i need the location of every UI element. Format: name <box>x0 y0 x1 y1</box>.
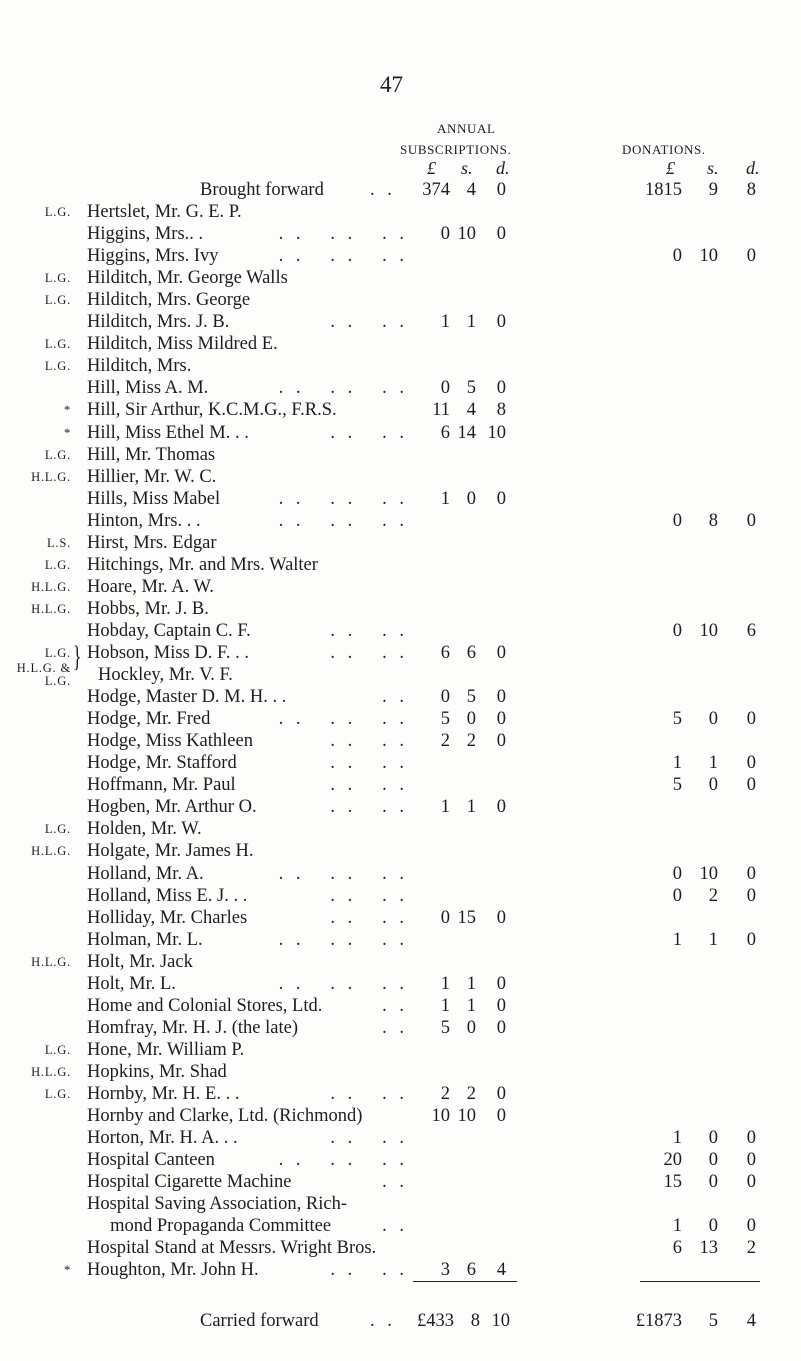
entry-name: Hirst, Mrs. Edgar <box>87 532 217 553</box>
table-row <box>0 1193 801 1215</box>
table-row <box>0 885 801 907</box>
don-pence: 0 <box>746 863 756 884</box>
don-pounds: 6 <box>672 1238 682 1259</box>
sub-pence: 8 <box>496 400 506 421</box>
sub-pounds: 1 <box>440 973 450 994</box>
sub-shillings: 6 <box>466 643 476 663</box>
table-row <box>0 333 801 355</box>
don-pounds: 1 <box>672 753 682 774</box>
entry-name: Hornby and Clarke, Ltd. (Richmond) <box>87 1106 363 1127</box>
sub-pounds: 1 <box>440 488 450 509</box>
sub-shillings: 5 <box>466 687 476 708</box>
don-shillings: 2 <box>708 885 718 906</box>
sub-pounds: 1 <box>440 312 450 333</box>
sub-pounds: 0 <box>440 687 450 708</box>
sub-shillings: 5 <box>466 378 476 399</box>
table-row <box>0 1105 801 1127</box>
don-shillings: 10 <box>699 620 718 641</box>
table-row <box>0 598 801 620</box>
sub-shillings: 1 <box>466 995 476 1016</box>
leader-dots: . . . . . . <box>278 246 408 267</box>
sub-pounds: 0 <box>440 378 450 399</box>
entry-name: Holt, Mr. L. <box>87 973 176 994</box>
sub-pounds: 11 <box>432 400 450 421</box>
membership-tag: L.S. <box>46 535 71 550</box>
don-pence: 0 <box>746 753 756 774</box>
table-row <box>0 730 801 752</box>
don-pounds: 5 <box>672 709 682 730</box>
don-pounds: 5 <box>672 775 682 796</box>
sub-pence: 0 <box>496 687 506 708</box>
entry-name: Holgate, Mr. James H. <box>87 841 254 862</box>
membership-tag: * <box>63 403 71 418</box>
leader-dots: . . . . . . <box>278 488 408 509</box>
sub-pence-unit: d. <box>496 158 510 178</box>
leader-dots: . . . . . . <box>278 863 408 884</box>
bf-sub-pence: 0 <box>496 180 506 200</box>
sub-shillings-unit: s. <box>461 158 473 178</box>
sub-pence: 0 <box>496 1017 506 1038</box>
table-row <box>0 1237 801 1259</box>
leader-dots: . . . . <box>330 1084 408 1104</box>
sub-pence: 0 <box>496 378 506 399</box>
don-pounds: 15 <box>663 1172 682 1193</box>
entry-name: Home and Colonial Stores, Ltd. <box>87 995 323 1016</box>
table-row <box>0 951 801 973</box>
sub-pounds: 2 <box>440 731 450 752</box>
don-shillings: 0 <box>708 1216 718 1237</box>
sub-shillings: 10 <box>457 224 476 245</box>
don-pounds: 1 <box>672 929 682 950</box>
table-row <box>0 1171 801 1193</box>
don-pounds: 20 <box>663 1150 682 1171</box>
leader-dots: . . . . . . <box>278 1150 408 1171</box>
entry-name: Hone, Mr. William P. <box>87 1039 245 1060</box>
don-pence: 0 <box>746 709 756 730</box>
entry-name: Hitchings, Mr. and Mrs. Walter <box>87 554 318 575</box>
cf-don-shillings: 5 <box>708 1311 718 1331</box>
don-shillings: 1 <box>708 929 718 950</box>
leader-dots: . . <box>382 1216 408 1237</box>
entry-name: Hilditch, Miss Mildred E. <box>87 334 278 355</box>
table-row <box>0 774 801 796</box>
don-shillings: 0 <box>708 1172 718 1193</box>
sub-pence: 0 <box>496 995 506 1016</box>
don-pounds: 0 <box>672 510 682 531</box>
don-pounds: 0 <box>672 885 682 906</box>
table-row <box>0 1127 801 1149</box>
don-pence: 2 <box>746 1238 756 1259</box>
bf-don-pence: 8 <box>746 180 756 200</box>
entry-name: Hertslet, Mr. G. E. P. <box>87 202 242 222</box>
entry-name: Hospital Saving Association, Rich- <box>87 1194 348 1215</box>
page-number: 47 <box>380 72 403 97</box>
don-pence: 0 <box>746 1216 756 1237</box>
entry-name: Hobbs, Mr. J. B. <box>87 598 209 619</box>
sub-shillings: 1 <box>466 797 476 818</box>
sub-pounds: 6 <box>440 643 450 663</box>
membership-tag: L.G. <box>44 646 71 660</box>
don-pounds: 0 <box>672 246 682 267</box>
don-pounds-unit: £ <box>666 158 675 178</box>
sub-pence: 0 <box>496 709 506 730</box>
bf-sub-pounds: 374 <box>422 180 450 200</box>
sub-shillings: 0 <box>466 1017 476 1038</box>
bf-sub-shillings: 4 <box>466 180 476 200</box>
entry-name: Hoffmann, Mr. Paul <box>87 775 236 796</box>
don-pence: 0 <box>746 246 756 267</box>
sub-shillings: 0 <box>466 709 476 730</box>
leader-dots: . . . . <box>330 1260 408 1281</box>
membership-tag: L.G. <box>44 359 71 374</box>
sub-pence: 0 <box>496 973 506 994</box>
entry-name: Hoare, Mr. A. W. <box>87 576 214 597</box>
sub-pounds: 10 <box>431 1106 450 1127</box>
entry-name: Hilditch, Mrs. George <box>87 290 251 311</box>
sub-shillings: 15 <box>457 907 476 928</box>
sub-pounds: 5 <box>440 1017 450 1038</box>
table-row <box>0 267 801 289</box>
don-pence: 0 <box>746 1128 756 1149</box>
membership-tag: * <box>63 425 71 440</box>
brought-forward-dots: . . <box>370 180 396 200</box>
table-row <box>0 488 801 510</box>
entry-name: Houghton, Mr. John H. <box>87 1260 259 1281</box>
table-row <box>0 1149 801 1171</box>
sub-pence: 4 <box>496 1260 506 1281</box>
don-pence: 0 <box>746 775 756 796</box>
table-row <box>0 1039 801 1061</box>
sub-pence: 0 <box>496 797 506 818</box>
table-row <box>0 289 801 311</box>
leader-dots: . . . . <box>330 620 408 641</box>
table-row <box>0 818 801 840</box>
leader-dots: . . . . . . <box>278 224 408 245</box>
membership-tag: H.L.G. <box>31 601 71 616</box>
membership-tag: H.L.G. <box>31 954 71 969</box>
table-row <box>0 422 801 444</box>
entry-name: Hornby, Mr. H. E. . . <box>87 1084 240 1104</box>
membership-tag: L.G. <box>44 271 71 286</box>
entry-name: Higgins, Mrs. Ivy <box>87 246 219 267</box>
table-row <box>0 708 801 730</box>
table-row <box>0 863 801 885</box>
table-row <box>0 444 801 466</box>
table-row <box>0 201 801 223</box>
sub-pence: 0 <box>496 312 506 333</box>
leader-dots: . . . . <box>330 731 408 752</box>
don-shillings: 10 <box>699 863 718 884</box>
don-pence: 0 <box>746 885 756 906</box>
table-row <box>0 1259 801 1281</box>
cf-don-pounds: £1873 <box>635 1311 682 1331</box>
table-row <box>0 223 801 245</box>
table-row <box>0 1017 801 1039</box>
sub-shillings: 0 <box>466 488 476 509</box>
donations-total-rule <box>640 1281 760 1282</box>
don-pounds: 0 <box>672 620 682 641</box>
entry-name: Holliday, Mr. Charles <box>87 907 248 928</box>
cf-don-pence: 4 <box>746 1311 756 1331</box>
table-row <box>0 399 801 421</box>
leader-dots: . . <box>382 1172 408 1193</box>
leader-dots: . . <box>382 995 408 1016</box>
sub-pounds: 1 <box>440 995 450 1016</box>
entry-name: Hopkins, Mr. Shad <box>87 1061 227 1082</box>
sub-shillings: 2 <box>466 1084 476 1104</box>
leader-dots: . . . . <box>330 775 408 796</box>
membership-tag: L.G. <box>44 447 71 462</box>
don-pence: 0 <box>746 929 756 950</box>
leader-dots: . . . . . . <box>278 973 408 994</box>
sub-pounds: 2 <box>440 1084 450 1104</box>
entry-name: Holland, Miss E. J. . . <box>87 885 248 906</box>
entry-name: Higgins, Mrs.. . <box>87 224 204 245</box>
sub-pence: 0 <box>496 1084 506 1104</box>
entry-name: Hodge, Master D. M. H. . . <box>87 687 287 708</box>
cf-sub-shillings: 8 <box>470 1311 480 1331</box>
sub-pounds: 0 <box>440 907 450 928</box>
membership-tag: H.L.G. & L.G. <box>16 661 71 689</box>
don-pence: 0 <box>746 1172 756 1193</box>
leader-dots: . . . . <box>330 797 408 818</box>
table-row <box>0 929 801 951</box>
sub-shillings: 4 <box>466 400 476 421</box>
entry-name: Hodge, Mr. Fred <box>87 709 211 730</box>
entry-name: mond Propaganda Committee <box>87 1216 332 1237</box>
don-pounds: 1 <box>672 1216 682 1237</box>
don-pence: 6 <box>746 620 756 641</box>
sub-pounds-unit: £ <box>427 158 436 178</box>
membership-tag: L.G. <box>44 557 71 572</box>
don-pounds: 0 <box>672 863 682 884</box>
entry-name: Holman, Mr. L. <box>87 929 203 950</box>
sub-pence: 0 <box>496 907 506 928</box>
sub-shillings: 1 <box>466 312 476 333</box>
sub-pounds: 1 <box>440 797 450 818</box>
subscriptions-header: SUBSCRIPTIONS. <box>400 142 512 157</box>
don-shillings: 10 <box>699 246 718 267</box>
leader-dots: . . . . . . <box>278 378 408 399</box>
don-shillings: 8 <box>708 510 718 531</box>
don-shillings: 1 <box>708 753 718 774</box>
entry-name: Hillier, Mr. W. C. <box>87 466 217 487</box>
bf-don-shillings: 9 <box>708 180 718 200</box>
table-row <box>0 620 801 642</box>
entry-name: Hill, Sir Arthur, K.C.M.G., F.R.S. <box>87 400 337 421</box>
membership-tag: H.L.G. <box>31 1064 71 1079</box>
cf-sub-pence: 10 <box>491 1311 510 1331</box>
table-row <box>0 532 801 554</box>
sub-pounds: 6 <box>440 422 450 443</box>
don-pence-unit: d. <box>746 158 760 178</box>
entry-name: Hilditch, Mr. George Walls <box>87 268 288 289</box>
membership-tag: L.G. <box>44 1087 71 1101</box>
sub-pounds: 3 <box>440 1260 450 1281</box>
sub-pounds: 0 <box>440 224 450 245</box>
table-row <box>0 1061 801 1083</box>
bf-don-pounds: 1815 <box>645 180 682 200</box>
leader-dots: . . . . <box>330 753 408 774</box>
entry-name: Holden, Mr. W. <box>87 819 202 840</box>
sub-pence: 10 <box>487 422 506 443</box>
table-row <box>0 840 801 862</box>
annual-header: ANNUAL <box>437 121 496 136</box>
cf-sub-pounds: £433 <box>417 1311 454 1331</box>
table-row <box>0 796 801 818</box>
table-row <box>0 355 801 377</box>
table-row <box>0 510 801 532</box>
table-row <box>0 554 801 576</box>
entry-name: Hill, Miss A. M. <box>87 378 209 399</box>
entry-name: Holt, Mr. Jack <box>87 951 193 972</box>
leader-dots: . . . . <box>330 422 408 443</box>
sub-pence: 0 <box>496 731 506 752</box>
don-pounds: 1 <box>672 1128 682 1149</box>
sub-shillings: 2 <box>466 731 476 752</box>
entry-name: Hobday, Captain C. F. <box>87 620 251 641</box>
membership-tag: H.L.G. <box>31 469 71 484</box>
table-row <box>0 311 801 333</box>
brought-forward-row <box>0 179 801 201</box>
don-shillings: 13 <box>699 1238 718 1259</box>
entry-name: Hogben, Mr. Arthur O. <box>87 797 257 818</box>
sub-pence: 0 <box>496 643 506 663</box>
entry-name: Hobson, Miss D. F. . . <box>87 643 249 663</box>
entry-name: Hockley, Mr. V. F. <box>98 665 233 686</box>
leader-dots: . . . . . . <box>278 929 408 950</box>
leader-dots: . . . . . . <box>278 510 408 531</box>
entry-name: Hospital Cigarette Machine <box>87 1172 292 1193</box>
entry-name: Hinton, Mrs. . . <box>87 510 201 531</box>
don-pence: 0 <box>746 510 756 531</box>
table-row <box>0 973 801 995</box>
leader-dots: . . . . <box>330 1128 408 1149</box>
entry-name: Hills, Miss Mabel <box>87 488 221 509</box>
don-pence: 0 <box>746 1150 756 1171</box>
entry-name: Hodge, Miss Kathleen <box>87 731 253 752</box>
leader-dots: . . <box>382 1017 408 1038</box>
membership-tag: L.G. <box>44 205 71 219</box>
table-row <box>0 907 801 929</box>
sub-shillings: 6 <box>466 1260 476 1281</box>
table-row <box>0 576 801 598</box>
membership-tag: * <box>63 1263 71 1278</box>
entry-name: Hill, Miss Ethel M. . . <box>87 422 249 443</box>
table-row <box>0 1083 801 1105</box>
carried-forward-dots: . . <box>370 1311 396 1331</box>
leader-dots: . . . . <box>330 643 408 663</box>
sub-shillings: 14 <box>457 422 476 443</box>
entry-name: Horton, Mr. H. A. . . <box>87 1128 238 1149</box>
carried-forward-label: Carried forward <box>200 1311 319 1331</box>
sub-pence: 0 <box>496 224 506 245</box>
brace-glyph: } <box>72 640 82 673</box>
table-row <box>0 752 801 774</box>
table-row <box>0 686 801 708</box>
donations-header: DONATIONS. <box>622 142 706 157</box>
don-shillings: 0 <box>708 775 718 796</box>
sub-pence: 0 <box>496 1106 506 1127</box>
membership-tag: H.L.G. <box>31 579 71 594</box>
membership-tag: L.G. <box>44 293 71 308</box>
membership-tag: L.G. <box>44 1042 71 1057</box>
sub-pence: 0 <box>496 488 506 509</box>
don-shillings: 0 <box>708 1150 718 1171</box>
don-shillings: 0 <box>708 709 718 730</box>
leader-dots: . . . . . . <box>278 709 408 730</box>
leader-dots: . . . . <box>330 885 408 906</box>
table-row <box>0 661 801 689</box>
don-shillings: 0 <box>708 1128 718 1149</box>
brought-forward-label: Brought forward <box>200 180 324 200</box>
entry-name: Holland, Mr. A. <box>87 863 204 884</box>
sub-shillings: 1 <box>466 973 476 994</box>
entry-name: Hospital Canteen <box>87 1150 215 1171</box>
entry-name: Hilditch, Mrs. <box>87 356 192 377</box>
table-row <box>0 995 801 1017</box>
membership-tag: L.G. <box>44 337 71 352</box>
leader-dots: . . . . <box>330 907 408 928</box>
entry-name: Homfray, Mr. H. J. (the late) <box>87 1017 298 1038</box>
membership-tag: L.G. <box>44 822 71 837</box>
carried-forward-row <box>0 1310 801 1332</box>
sub-shillings: 10 <box>457 1106 476 1127</box>
membership-tag: H.L.G. <box>31 844 71 859</box>
leader-dots: . . <box>382 687 408 708</box>
don-shillings-unit: s. <box>707 158 719 178</box>
table-row <box>0 642 801 664</box>
subscriptions-total-rule <box>413 1281 517 1282</box>
entry-name: Hodge, Mr. Stafford <box>87 753 237 774</box>
entry-name: Hospital Stand at Messrs. Wright Bros. <box>87 1238 377 1259</box>
entry-name: Hilditch, Mrs. J. B. <box>87 312 230 333</box>
entry-name: Hill, Mr. Thomas <box>87 444 216 465</box>
table-row <box>0 245 801 267</box>
sub-pounds: 5 <box>440 709 450 730</box>
table-row <box>0 466 801 488</box>
leader-dots: . . . . <box>330 312 408 333</box>
table-row <box>0 377 801 399</box>
table-row <box>0 1215 801 1237</box>
